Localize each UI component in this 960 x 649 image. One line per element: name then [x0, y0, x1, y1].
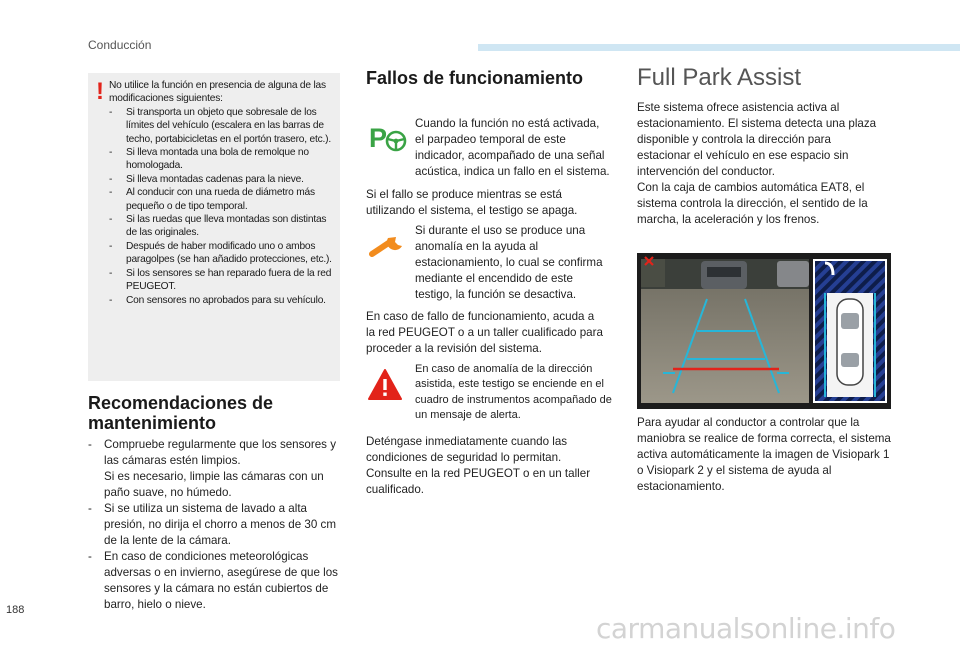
faults-title: Fallos de funcionamiento	[366, 68, 584, 88]
triangle-indicator-text: En caso de anomalía de la dirección asistida, este testigo se enciende en el cuadro de instrumentos acompañado de un mensaje de alerta.	[415, 363, 612, 422]
section-title: Conducción	[88, 38, 152, 52]
warning-intro: No utilice la función en presencia de alguna de las modificaciones siguientes:	[109, 80, 326, 105]
visiopark-screen-image	[637, 253, 891, 409]
list-item: - Si lleva montada una bola de remolque no homologada.	[109, 146, 339, 173]
list-item: - Si las ruedas que lleva montadas son distintas de las originales.	[109, 213, 339, 240]
list-item: - Compruebe regularmente que los sensores y las cámaras estén limpios. Si es necesario, limpie las cámaras con un paño suave, no húmedo.	[88, 437, 343, 501]
faults-paragraph-2: En caso de fallo de funcionamiento, acuda a la red PEUGEOT o a un taller cualificado para proceder a la revisión del sistema.	[366, 310, 603, 355]
warning-box	[88, 73, 340, 381]
list-item: - Al conducir con una rueda de diámetro más pequeño o de tipo temporal.	[109, 186, 339, 213]
faults-paragraph-3: Deténgase inmediatamente cuando las condiciones de seguridad lo permitan. Consulte en la red PEUGEOT o en un taller cualificado.	[366, 435, 591, 496]
list-item: - Si se utiliza un sistema de lavado a alta presión, no dirija el chorro a menos de 30 cm de la lente de la cámara.	[88, 501, 343, 549]
list-item: - Con sensores no aprobados para su vehículo.	[109, 294, 339, 307]
list-item: - Si lleva montadas cadenas para la nieve.	[109, 173, 339, 186]
exclamation-icon: !	[96, 78, 104, 105]
warning-list	[109, 106, 339, 307]
maintenance-list	[88, 437, 343, 613]
maintenance-title: Recomendaciones de mantenimiento	[88, 393, 274, 433]
alert-triangle-icon	[367, 368, 403, 401]
full-park-assist-paragraph-1: Este sistema ofrece asistencia activa al estacionamiento. El sistema detecta una plaza disponible y controla la dirección para estacionar el vehículo en ese espacio sin intervención del conductor. Con la caja de cambios automática EAT8, el sistema controla la dirección, el sentido de la marcha, la aceleración y los frenos.	[637, 101, 877, 226]
list-item: - Si transporta un objeto que sobresale de los límites del vehículo (escalera en las barras de techo, portabicicletas en el portón trasero, etc.).	[109, 106, 339, 146]
list-item: - Si los sensores se han reparado fuera de la red PEUGEOT.	[109, 267, 339, 294]
page-number: 188	[6, 604, 25, 616]
faults-paragraph-1: Si el fallo se produce mientras se está utilizando el sistema, el testigo se apaga.	[366, 188, 578, 217]
p-indicator-text: Cuando la función no está activada, el parpadeo temporal de este indicador, acompañado de una señal acústica, indica un fallo en el sistema.	[415, 117, 610, 178]
header-bar	[478, 44, 960, 51]
list-item: - Después de haber modificado uno o ambos paragolpes (se han añadido protecciones, etc.).	[109, 240, 339, 267]
warning-text	[109, 79, 339, 307]
list-item: - En caso de condiciones meteorológicas adversas o en invierno, asegúrese de que los sensores y la cámara no están cubiertos de barro, hielo o nieve.	[88, 549, 343, 613]
wrench-icon	[369, 232, 407, 258]
wrench-indicator-text: Si durante el uso se produce una anomalía en la ayuda al estacionamiento, lo cual se confirma mediante el encendido de este testigo, la función se desactiva.	[415, 224, 603, 301]
watermark: carmanualsonline.info	[596, 612, 896, 645]
full-park-assist-title: Full Park Assist	[637, 64, 802, 91]
full-park-assist-paragraph-2: Para ayudar al conductor a controlar que la maniobra se realice de forma correcta, el sistema activa automáticamente la imagen de Visiopark 1 o Visiopark 2 y el sistema de ayuda al estacionamiento.	[637, 416, 891, 493]
svg-text:P: P	[369, 123, 388, 153]
park-assist-indicator-icon	[369, 122, 407, 154]
